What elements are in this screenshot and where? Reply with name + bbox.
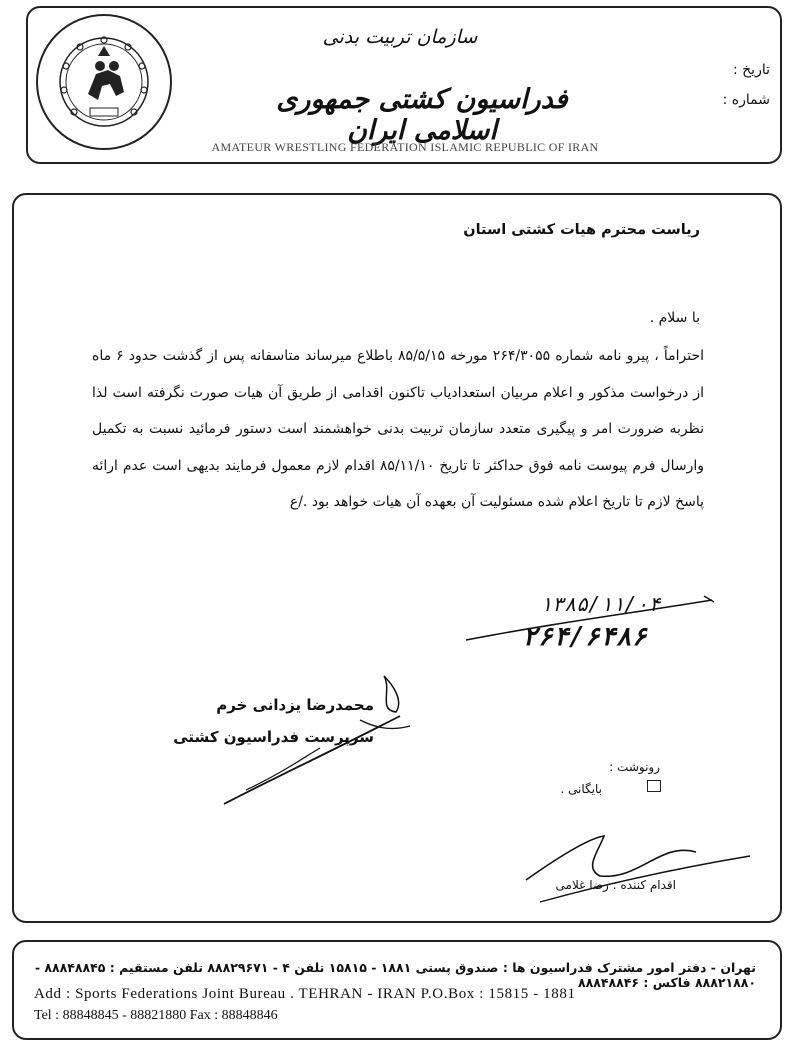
- letter-body-text: احتراماً ، پیرو نامه شماره ۲۶۴/۳۰۵۵ مورخه ۸۵/۵/۱۵ باطلاع میرساند متاسفانه پس از گذشت حدود ۶ ماه از درخواست مذکور و اعلام مربیان استعدادیاب تاکنون اقدامی از طریق آن هیات صورت نگرفته است لذا نظربه ضرورت امر و پیگیری متعدد سازمان تربیت بدنی خواهشمند است دستور فرمائید نسبت به تکمیل وارسال فرم پیوست نامه فوق حداکثر تا تاریخ ۸۵/۱۱/۱۰ اقدام لازم معمول فرمایند بدیهی است عدم ارائه پاسخ لازم تا تاریخ اعلام شده مسئولیت آن بعهده آن هیات خواهد بود ./ع: [92, 348, 704, 510]
- cc-label: رونوشت :: [609, 760, 660, 774]
- date-label: تاریخ :: [732, 62, 770, 78]
- archive-checkbox-icon: [647, 780, 661, 792]
- federation-seal: [36, 14, 172, 150]
- footer-tel-en: Tel : 88848845 - 88821880 Fax : 88848846: [34, 1008, 278, 1023]
- seal-emblem-icon: [38, 16, 170, 148]
- federation-name-en: AMATEUR WRESTLING FEDERATION ISLAMIC REPUBLIC OF IRAN: [211, 140, 599, 154]
- letter-body-frame: [12, 193, 782, 923]
- addressee: ریاست محترم هیات کشتی استان: [463, 222, 700, 238]
- signer-title: سرپرست فدراسیون کشتی: [173, 728, 374, 746]
- number-label: شماره :: [722, 92, 770, 108]
- handwritten-date: ۱۳۸۵/۱۱/۰۴: [540, 592, 661, 616]
- org-name: سازمان تربیت بدنی: [322, 26, 478, 48]
- salutation: با سلام .: [649, 310, 700, 326]
- federation-name: فدراسیون کشتی جمهوری اسلامی ایران: [276, 84, 568, 146]
- action-by: اقدام کننده : رضا غلامی: [555, 878, 676, 892]
- signer-name: محمدرضا یزدانی خرم: [216, 696, 374, 714]
- footer-address-en: Add : Sports Federations Joint Bureau . TEHRAN - IRAN P.O.Box : 15815 - 1881: [34, 986, 576, 1002]
- handwritten-number: ۲۶۴/۶۴۸۶: [522, 622, 648, 652]
- archive-label: بایگانی .: [560, 782, 602, 796]
- footer-address-fa: تهران - دفتر امور مشترک فدراسیون ها : صندوق پستی ۱۸۸۱ - ۱۵۸۱۵ تلفن ۴ - ۸۸۸۲۹۶۷۱ تلفن مستقیم : ۸۸۸۴۸۸۴۵ - ۸۸۸۲۱۸۸۰ فاکس : ۸۸۸۴۸۸۴۶: [34, 960, 756, 990]
